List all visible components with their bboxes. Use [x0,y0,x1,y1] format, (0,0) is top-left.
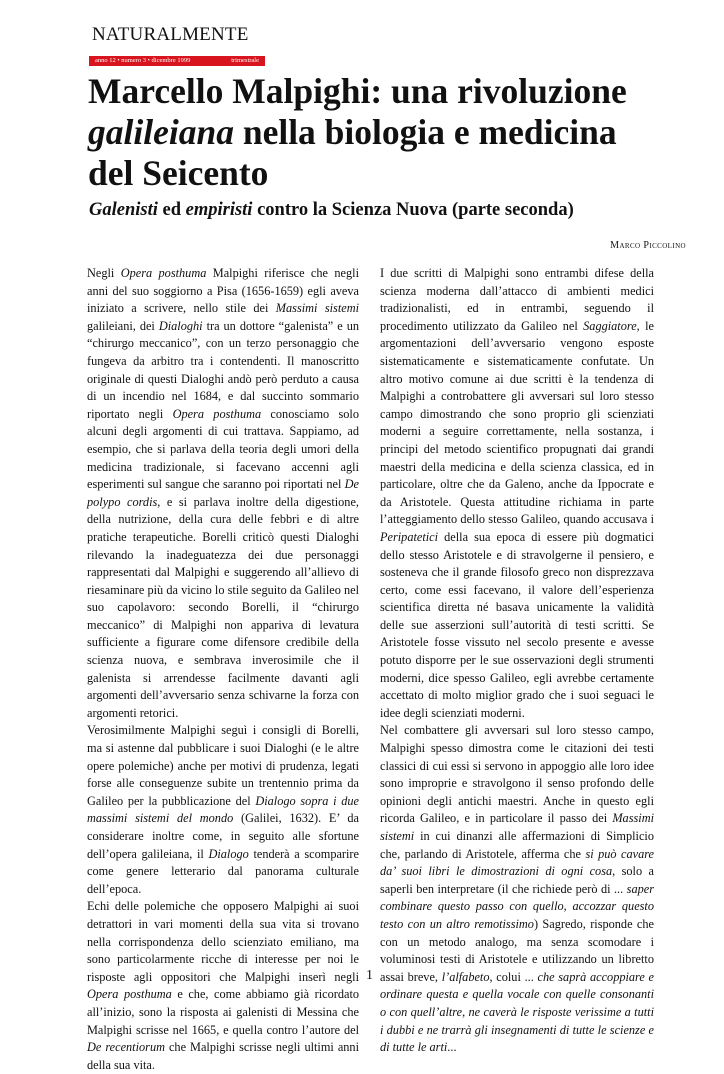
subtitle-rest: contro la Scienza Nuova (parte seconda) [252,200,574,220]
text-run: che Malpighi scrisse negli ultimi anni della sua vita. [87,1040,359,1072]
italic-run: saper combinare questo passo con quello, accozzar questo testo con un altro remotissimo [380,881,654,931]
text-run: galileiani, dei [87,318,159,333]
italic-run: Massimi sistemi [380,811,654,843]
article-title [88,71,708,194]
paragraph [87,722,359,898]
text-run: Malpighi riferisce che negli anni del suo soggiorno a Pisa (1656-1659) egli aveva iniziato a scrivere, nello stile dei [87,266,359,316]
subtitle-galenisti: Galenisti [89,200,158,220]
issue-bar [89,56,265,66]
issue-frequency: trimestrale [231,57,259,64]
text-run: Echi delle polemiche che opposero Malpighi ai suoi detrattori in vari momenti della sua vita si trovano nella corrispondenza dello scienziato emiliano, ma sono particolarmente ricche di interesse per noi le risposte agli oppositori che Malpighi inserì negli [87,899,359,984]
text-run: e che, come abbiamo già ricordato all’inizio, sono la risposta ai galenisti di Messina che Malpighi scrisse nel 1665, e quella contro l’autore del [87,987,360,1037]
italic-run: Opera posthuma [120,266,207,280]
author-byline: Marco Piccolino [610,240,686,251]
text-run: in cui dinanzi alle affermazioni di Simplicio che, parlando di Aristotele, afferma che [380,829,654,861]
italic-run: Opera posthuma [172,406,262,421]
text-run: tra un dottore “galenista” e un “chirurgo meccanico”, con un terzo personaggio che fungeva da arbitro tra i contendenti. Il manoscritto originale di questi Dialoghi andò però perduto a causa di un incendio nel 1684, e dal succinto sommario riportato negli [87,318,360,421]
italic-run: De recentiorum [87,1040,165,1055]
paragraph [380,265,654,722]
text-run: Nel combattere gli avversari sul loro stesso campo, Malpighi spesso dimostra come le citazioni dei testi classici di cui essi si servono in appoggio alle loro idee sono improprie e stravolgono il senso profondo delle opinioni degli antichi maestri. Anche in questo egli ricorda Galileo, e in particolare il passo dei [380,723,654,826]
text-run: , e si parlava inoltre della digestione, della nutrizione, della cura delle febbri e di altre pratiche terapeutiche. Borelli criticò questi Dialoghi rilevando la inadeguatezza dei due personaggi rappresentati dal Malpighi e suggerendo all’allievo di riesaminare più da vicino lo stile seguito da Galileo nel suo capolavoro: secondo Borelli, il “chirurgo meccanico” di Malpighi non appariva di levatura sufficiente a figurare come difensore credibile della scienza nuova, e sembrava inverosimile che il galenista si arrendesse facilmente davanti agli argomenti dell’avversario senza schivarne la forza con argomenti retorici. [87,494,359,720]
paragraph [87,898,359,1074]
text-run: della sua epoca di essere più dogmatici dello stesso Aristotele e di stravolgerne il pensiero, e sosteneva che il grande filosofo greco non disprezzava certo, come essi facevano, il valore dell’esperienza scientifica diretta né basava unicamente la validità delle sue asserzioni sull’autorità di testi scritti. Se Aristotele fosse vissuto nel secolo presente e avesse potuto disporre per le sue osservazioni degli strumenti moderni, dice spesso Galileo, egli avrebbe certamente accettato di molto miglior grado che i suoi seguaci le idee degli scienziati moderni. [380,529,654,720]
title-line-3: del Seicento [88,153,269,193]
italic-run: Dialogo [208,846,249,861]
right-column [380,265,654,1057]
title-line-2: nella biologia e medicina [233,112,617,152]
text-run: I due scritti di Malpighi sono entrambi difese della scienza moderna dall’attacco di ambienti medici tradizionalisti, ed in entrambi, seguendo il procedimento utilizzato da Galileo nel [380,266,654,333]
text-run: ... [447,1040,457,1055]
text-run: conosciamo solo alcuni degli argomenti di cui trattava. Sappiamo, ad esempio, che si parlava della teoria degli umori della medicina tradizionale, si facevano accenni agli esperimenti sul sangue che saranno poi riportati nel [87,406,359,492]
italic-run: Saggiatore [583,318,637,333]
title-line-1: Marcello Malpighi: una rivoluzione [88,71,627,111]
subtitle-empiristi: empiristi [185,200,253,220]
paragraph [380,722,654,1056]
text-run: Verosimilmente Malpighi seguì i consigli di Borelli, ma si astenne dal pubblicare i suoi Dialoghi (e le altre opere polemiche) anche per motivi di prudenza, legati forse alle conseguenze subite un trentennio prima da Galileo per la pubblicazione del [87,723,359,808]
subtitle-ed: ed [157,200,186,220]
left-column [87,265,359,1074]
text-run: , colui ... [489,969,538,984]
article-subtitle [89,200,574,221]
italic-run: De polypo cordis [87,477,359,509]
italic-run: Peripatetici [380,529,439,544]
italic-run: Massimi sistemi [275,301,359,316]
text-run: Negli [87,266,121,280]
text-run: tenderà a scomparire come genere letterario dal panorama culturale dell’epoca. [87,846,359,896]
italic-run: Dialoghi [158,318,203,333]
title-italic-word: galileiana [88,112,234,152]
italic-run: Opera posthuma [87,987,172,1002]
paragraph [87,265,359,722]
italic-run: che saprà accoppiare e ordinare questa e quella vocale con quelle consonanti o con quell’altre, ne caverà le risposte verissime a tutti i dubbi e ne trarrà gli insegnamenti di tutte le scienze e di tutte le arti [380,969,654,1055]
journal-name: NATURALMENTE [92,24,249,45]
text-run: ) Sagredo, risponde che con un metodo analogo, ma senza scomodare i voluminosi testi di Aristotele e utilizzando un libretto assai breve, [380,916,654,984]
page-number: 1 [366,968,373,983]
italic-run: l’alfabeto [441,969,490,984]
text-run: , le argomentazioni dell’avversario vengono esposte sistematicamente e sistematicamente confutate. Un altro motivo comune ai due scritti è la tendenza di Malpighi a controbattere gli avversari sul loro stesso campo dimostrando che sono proprio gli scienziati moderni a seguire correttamente, nella sostanza, i principi del metodo scientifico propugnati dai grandi maestri della medicina e della scienza classica, ed in particolare, oltre che da Galeno, anche da Ippocrate e da Aristotele. Questa attitudine richiama in parte l’atteggiamento dello stesso Galileo, quando accusava i [380,318,654,527]
italic-run: Dialogo sopra i due massimi sistemi del mondo [87,793,360,826]
italic-run: si può cavare da’ suoi libri le dimostrazioni di ogni cosa [380,846,655,879]
text-run: (Galilei, 1632). E’ da considerare inoltre come, in seguito alle sfortune dell’opera galileiana, il [87,811,359,861]
text-run: , solo a saperli ben interpretare (il che richiede però di ... [380,864,654,896]
issue-info: anno 12 • numero 3 • dicembre 1999 [95,57,191,64]
